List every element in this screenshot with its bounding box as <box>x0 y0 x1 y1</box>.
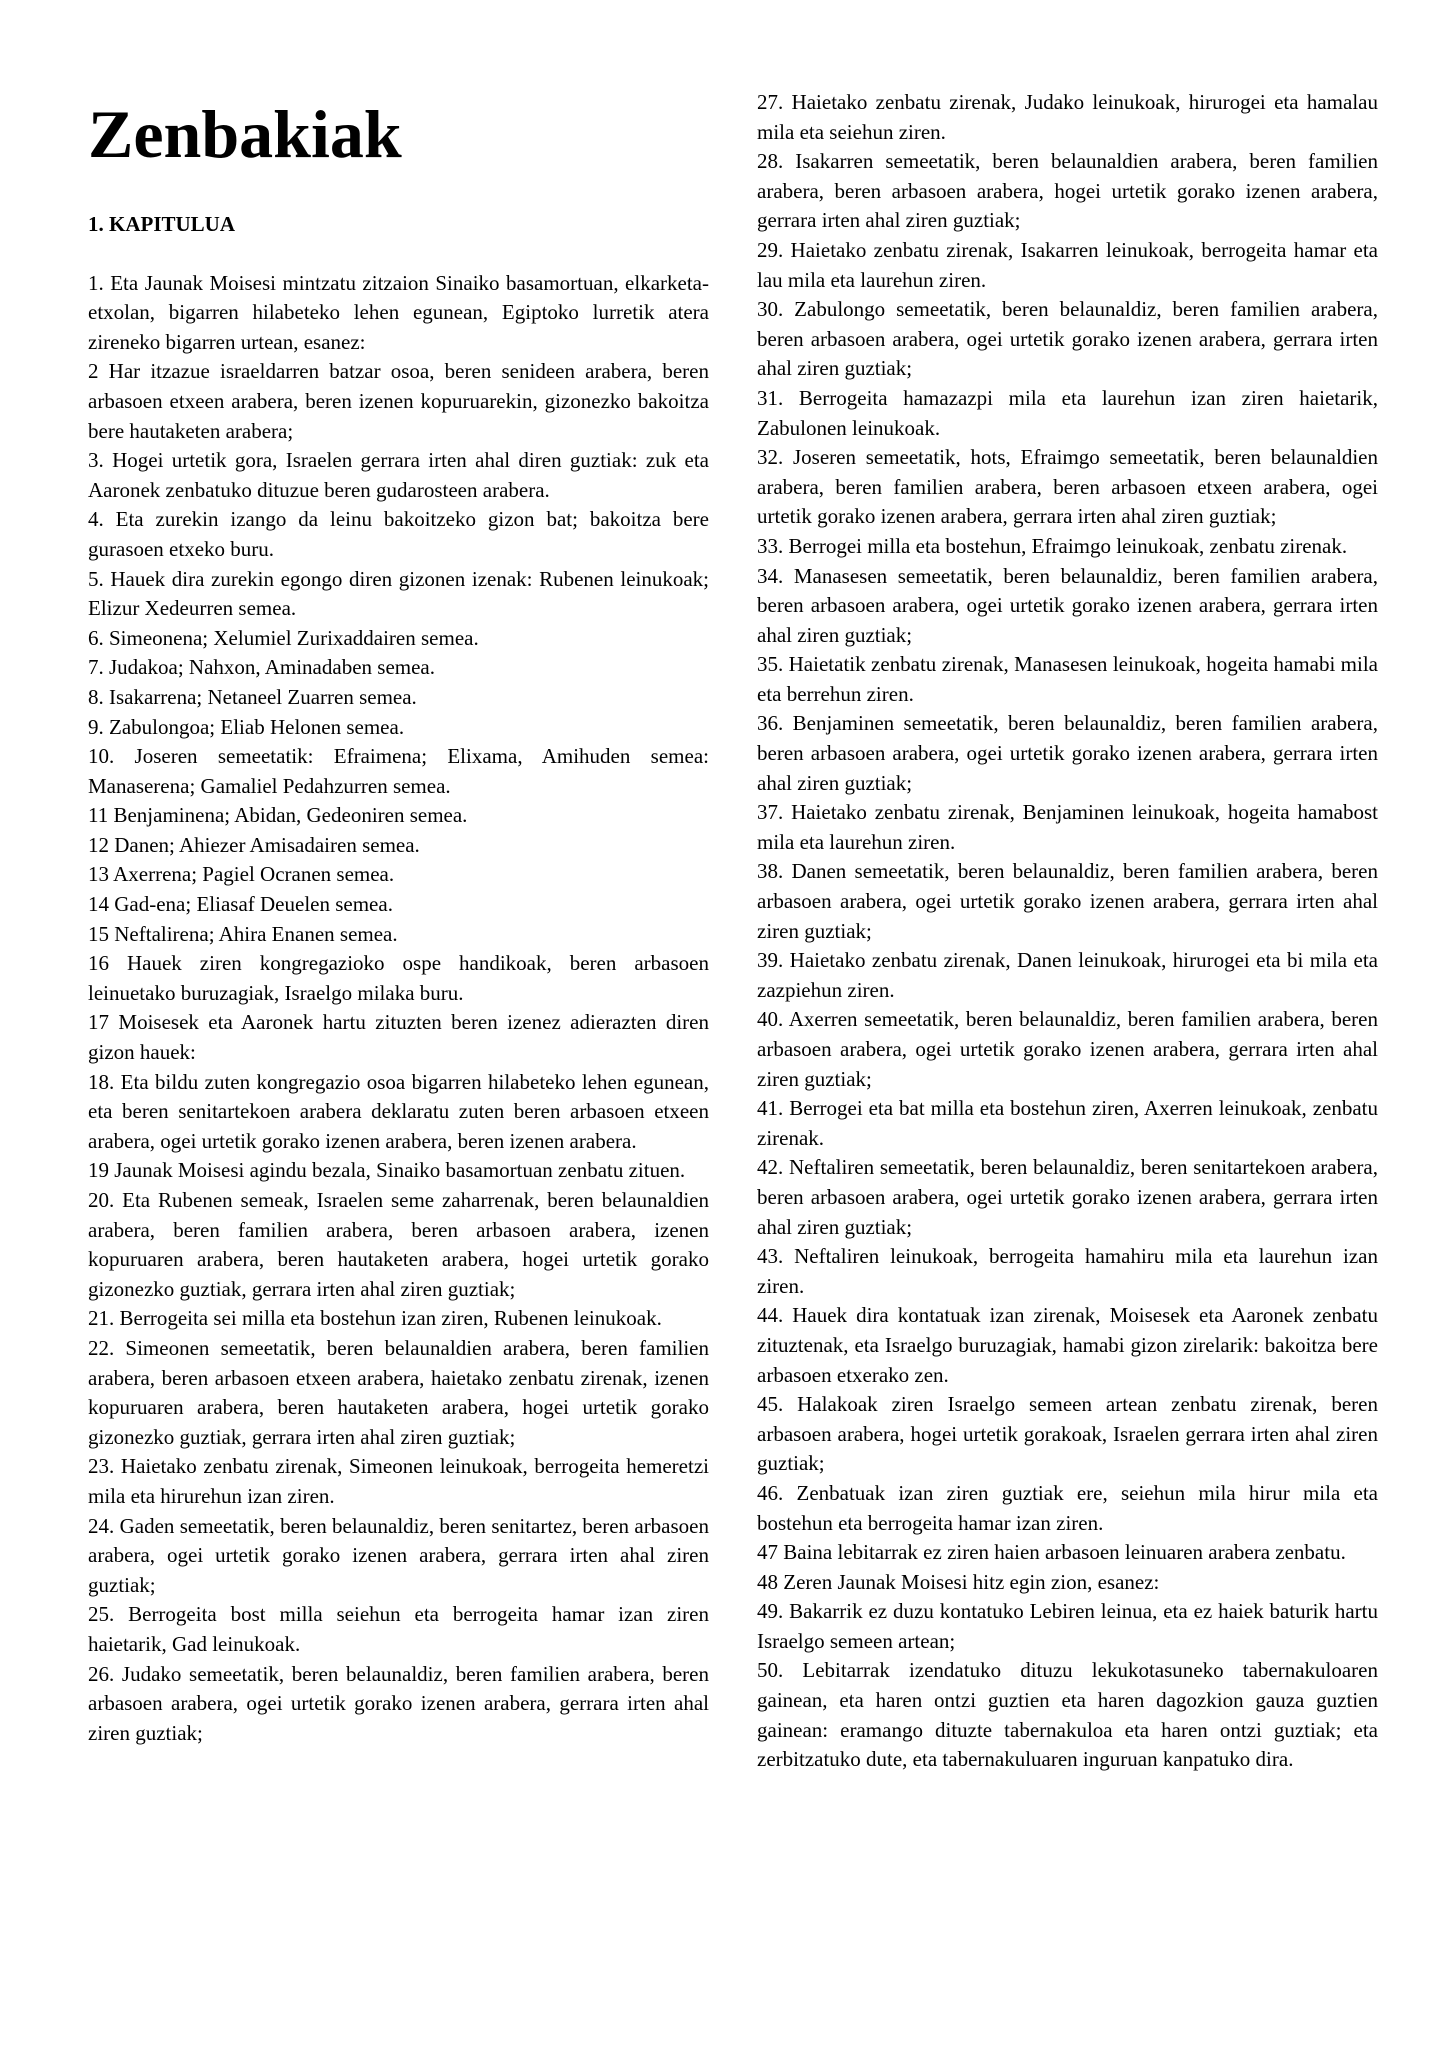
verse-paragraph: 9. Zabulongoa; Eliab Helonen semea. <box>88 714 405 739</box>
verse-paragraph: 18. Eta bildu zuten kongregazio osoa bigarren hilabeteko lehen egunean, eta beren senitartekoen arabera deklaratu zuten beren arbasoen etxeen arabera, ogei urtetik gorako izenen arabera, beren izenen arabera. <box>88 1069 709 1153</box>
verse-paragraph: 28. Isakarren semeetatik, beren belaunaldien arabera, beren familien arabera, beren arbasoen arabera, hogei urtetik gorako izenen arabera, gerrara irten ahal ziren guztiak; <box>757 149 1378 233</box>
chapter-heading: 1. KAPITULUA <box>88 212 236 236</box>
verse-paragraph: 3. Hogei urtetik gora, Israelen gerrara irten ahal diren guztiak: zuk eta Aaronek zenbatuko dituzue beren gudarosteen arabera. <box>88 448 709 502</box>
verse-paragraph: 15 Neftalirena; Ahira Enanen semea. <box>88 921 398 946</box>
verse-paragraph: 31. Berrogeita hamazazpi mila eta laurehun izan ziren haietarik, Zabulonen leinukoak. <box>757 385 1378 440</box>
verse-paragraph: 30. Zabulongo semeetatik, beren belaunaldiz, beren familien arabera, beren arbasoen arabera, ogei urtetik gorako izenen arabera, gerrara irten ahal ziren guztiak; <box>757 297 1378 381</box>
verse-paragraph: 10. Joseren semeetatik: Efraimena; Elixama, Amihuden semea: Manaserena; Gamaliel Pedahzurren semea. <box>88 744 709 798</box>
verse-paragraph: 26. Judako semeetatik, beren belaunaldiz, beren familien arabera, beren arbasoen arabera, ogei urtetik gorako izenen arabera, gerrara irten ahal ziren guztiak; <box>88 1661 709 1745</box>
verse-paragraph: 32. Joseren semeetatik, hots, Efraimgo semeetatik, beren belaunaldien arabera, beren familien arabera, beren arbasoen etxeen arabera, ogei urtetik gorako izenen arabera, gerrara irten ahal ziren guztiak; <box>757 445 1378 529</box>
verse-paragraph: 8. Isakarrena; Netaneel Zuarren semea. <box>88 684 417 709</box>
verse-paragraph: 42. Neftaliren semeetatik, beren belaunaldiz, beren senitartekoen arabera, beren arbasoen arabera, ogei urtetik gorako izenen arabera, gerrara irten ahal ziren guztiak; <box>757 1155 1378 1239</box>
verse-paragraph: 24. Gaden semeetatik, beren belaunaldiz, beren senitartez, beren arbasoen arabera, ogei urtetik gorako izenen arabera, gerrara irten ahal ziren guztiak; <box>88 1513 709 1597</box>
verse-paragraph: 35. Haietatik zenbatu zirenak, Manasesen leinukoak, hogeita hamabi mila eta berrehun ziren. <box>757 652 1378 706</box>
verse-paragraph: 46. Zenbatuak izan ziren guztiak ere, seiehun mila hirur mila eta bostehun eta berrogeita hamar izan ziren. <box>757 1480 1378 1535</box>
verse-paragraph: 41. Berrogei eta bat milla eta bostehun ziren, Axerren leinukoak, zenbatu zirenak. <box>757 1096 1378 1150</box>
verse-paragraph: 50. Lebitarrak izendatuko dituzu lekukotasuneko tabernakuloaren gainean, eta haren ontzi guztien eta haren dagozkion gauza guztien gainean: eramango dituzte tabernakuloa eta haren ontzi guztiak; eta zerbitzatuko dute, eta tabernakuluaren inguruan kanpatuko dira. <box>757 1658 1378 1772</box>
document-title: Zenbakiak <box>88 96 402 172</box>
verse-paragraph: 2 Har itzazue israeldarren batzar osoa, beren senideen arabera, beren arbasoen etxeen arabera, beren izenen kopuruarekin, gizonezko bakoitza bere hautaketen arabera; <box>88 359 709 443</box>
verse-paragraph: 1. Eta Jaunak Moisesi mintzatu zitzaion Sinaiko basamortuan, elkarketa-etxolan, bigarren hilabeteko lehen egunean, Egiptoko lurretik atera zireneko bigarren urtean, esanez: <box>88 270 709 354</box>
verse-paragraph: 36. Benjaminen semeetatik, beren belaunaldiz, beren familien arabera, beren arbasoen arabera, ogei urtetik gorako izenen arabera, gerrara irten ahal ziren guztiak; <box>757 711 1378 795</box>
verse-paragraph: 11 Benjaminena; Abidan, Gedeoniren semea. <box>88 803 468 828</box>
verse-paragraph: 7. Judakoa; Nahxon, Aminadaben semea. <box>88 655 435 680</box>
left-column <box>88 94 709 1748</box>
verse-paragraph: 40. Axerren semeetatik, beren belaunaldiz, beren familien arabera, beren arbasoen arabera, ogei urtetik gorako izenen arabera, gerrara irten ahal ziren guztiak; <box>757 1007 1378 1091</box>
verse-paragraph: 39. Haietako zenbatu zirenak, Danen leinukoak, hirurogei eta bi mila eta zazpiehun ziren. <box>757 948 1378 1002</box>
verse-paragraph: 5. Hauek dira zurekin egongo diren gizonen izenak: Rubenen leinukoak; Elizur Xedeurren semea. <box>88 566 709 621</box>
verse-paragraph: 47 Baina lebitarrak ez ziren haien arbasoen leinuaren arabera zenbatu. <box>757 1540 1346 1565</box>
verse-paragraph: 13 Axerrena; Pagiel Ocranen semea. <box>88 862 395 887</box>
verse-paragraph: 12 Danen; Ahiezer Amisadairen semea. <box>88 832 420 857</box>
verse-paragraph: 33. Berrogei milla eta bostehun, Efraimgo leinukoak, zenbatu zirenak. <box>757 533 1348 558</box>
verse-paragraph: 22. Simeonen semeetatik, beren belaunaldien arabera, beren familien arabera, beren arbasoen etxeen arabera, haietako zenbatu zirenak, izenen kopuruaren arabera, beren hautaketen arabera, hogei urtetik gorako gizonezko guztiak, gerrara irten ahal ziren guztiak; <box>88 1335 709 1449</box>
verse-paragraph: 34. Manasesen semeetatik, beren belaunaldiz, beren familien arabera, beren arbasoen arabera, ogei urtetik gorako izenen arabera, gerrara irten ahal ziren guztiak; <box>757 563 1378 647</box>
verse-paragraph: 38. Danen semeetatik, beren belaunaldiz, beren familien arabera, beren arbasoen arabera, ogei urtetik gorako izenen arabera, gerrara irten ahal ziren guztiak; <box>757 859 1378 943</box>
verse-paragraph: 48 Zeren Jaunak Moisesi hitz egin zion, esanez: <box>757 1569 1160 1594</box>
verse-paragraph: 49. Bakarrik ez duzu kontatuko Lebiren leinua, eta ez haiek baturik hartu Israelgo semeen artean; <box>757 1599 1378 1653</box>
verse-paragraph: 21. Berrogeita sei milla eta bostehun izan ziren, Rubenen leinukoak. <box>88 1306 662 1331</box>
right-verse-list <box>757 88 1378 1775</box>
verse-paragraph: 29. Haietako zenbatu zirenak, Isakarren leinukoak, berrogeita hamar eta lau mila eta laurehun ziren. <box>757 237 1378 292</box>
verse-paragraph: 4. Eta zurekin izango da leinu bakoitzeko gizon bat; bakoitza bere gurasoen etxeko buru. <box>88 507 709 561</box>
verse-paragraph: 23. Haietako zenbatu zirenak, Simeonen leinukoak, berrogeita hemeretzi mila eta hirurehun izan ziren. <box>88 1454 709 1508</box>
verse-paragraph: 37. Haietako zenbatu zirenak, Benjaminen leinukoak, hogeita hamabost mila eta laurehun ziren. <box>757 800 1378 854</box>
verse-paragraph: 45. Halakoak ziren Israelgo semeen artean zenbatu zirenak, beren arbasoen arabera, hogei urtetik gorakoak, Israelen gerrara irten ahal ziren guztiak; <box>757 1392 1378 1476</box>
verse-paragraph: 27. Haietako zenbatu zirenak, Judako leinukoak, hirurogei eta hamalau mila eta seiehun ziren. <box>757 90 1378 144</box>
verse-paragraph: 17 Moisesek eta Aaronek hartu zituzten beren izenez adierazten diren gizon hauek: <box>88 1010 709 1065</box>
verse-paragraph: 6. Simeonena; Xelumiel Zurixaddairen semea. <box>88 625 479 650</box>
verse-paragraph: 44. Hauek dira kontatuak izan zirenak, Moisesek eta Aaronek zenbatu zituztenak, eta Israelgo buruzagiak, hamabi gizon zirelarik: bakoitza bere arbasoen etxerako zen. <box>757 1303 1378 1387</box>
verse-paragraph: 25. Berrogeita bost milla seiehun eta berrogeita hamar izan ziren haietarik, Gad leinukoak. <box>88 1602 709 1656</box>
verse-paragraph: 14 Gad-ena; Eliasaf Deuelen semea. <box>88 892 393 917</box>
verse-paragraph: 16 Hauek ziren kongregazioko ospe handikoak, beren arbasoen leinuetako buruzagiak, Israelgo milaka buru. <box>88 951 709 1005</box>
verse-paragraph: 19 Jaunak Moisesi agindu bezala, Sinaiko basamortuan zenbatu zituen. <box>88 1158 686 1183</box>
left-verse-list <box>88 269 709 1749</box>
right-column <box>757 88 1378 1775</box>
verse-paragraph: 20. Eta Rubenen semeak, Israelen seme zaharrenak, beren belaunaldien arabera, beren familien arabera, beren arbasoen arabera, izenen kopuruaren arabera, beren hautaketen arabera, hogei urtetik gorako gizonezko guztiak, gerrara irten ahal ziren guztiak; <box>88 1188 709 1301</box>
verse-paragraph: 43. Neftaliren leinukoak, berrogeita hamahiru mila eta laurehun izan ziren. <box>757 1244 1378 1298</box>
